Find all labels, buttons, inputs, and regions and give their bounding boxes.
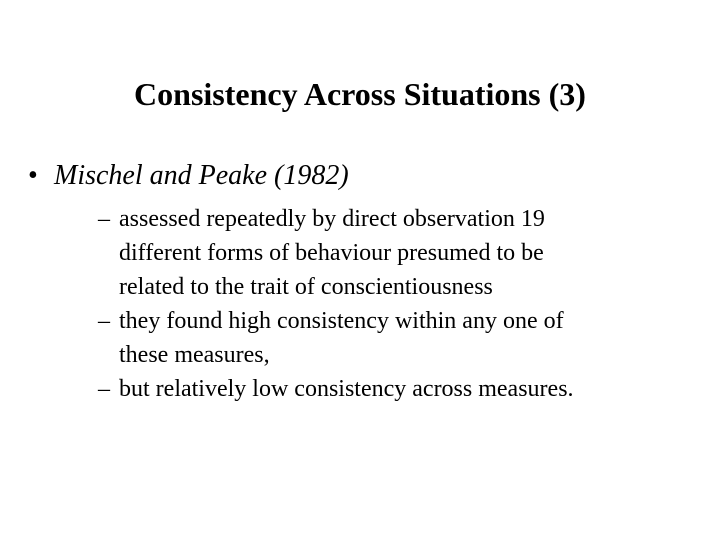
bullet-text: Mischel and Peake (1982) xyxy=(54,160,349,191)
sub-bullet-line: different forms of behaviour presumed to be xyxy=(119,240,544,266)
sub-bullet-list xyxy=(98,202,698,406)
sub-bullet-item xyxy=(98,304,698,372)
sub-bullet-line: assessed repeatedly by direct observation 19 xyxy=(119,206,545,232)
slide-title: Consistency Across Situations (3) xyxy=(134,76,586,112)
sub-bullet-line: related to the trait of conscientiousness xyxy=(119,274,493,300)
sub-bullet-item xyxy=(98,372,698,406)
sub-bullet-dash: – xyxy=(98,308,110,334)
sub-bullet-dash: – xyxy=(98,206,110,232)
sub-bullet-dash: – xyxy=(98,376,110,402)
bullet-marker: • xyxy=(28,160,38,191)
bullet-item xyxy=(28,158,349,194)
sub-bullet-line: these measures, xyxy=(119,342,270,368)
sub-bullet-line: but relatively low consistency across measures. xyxy=(119,376,574,402)
sub-bullet-item xyxy=(98,202,698,304)
sub-bullet-line: they found high consistency within any one of xyxy=(119,308,564,334)
